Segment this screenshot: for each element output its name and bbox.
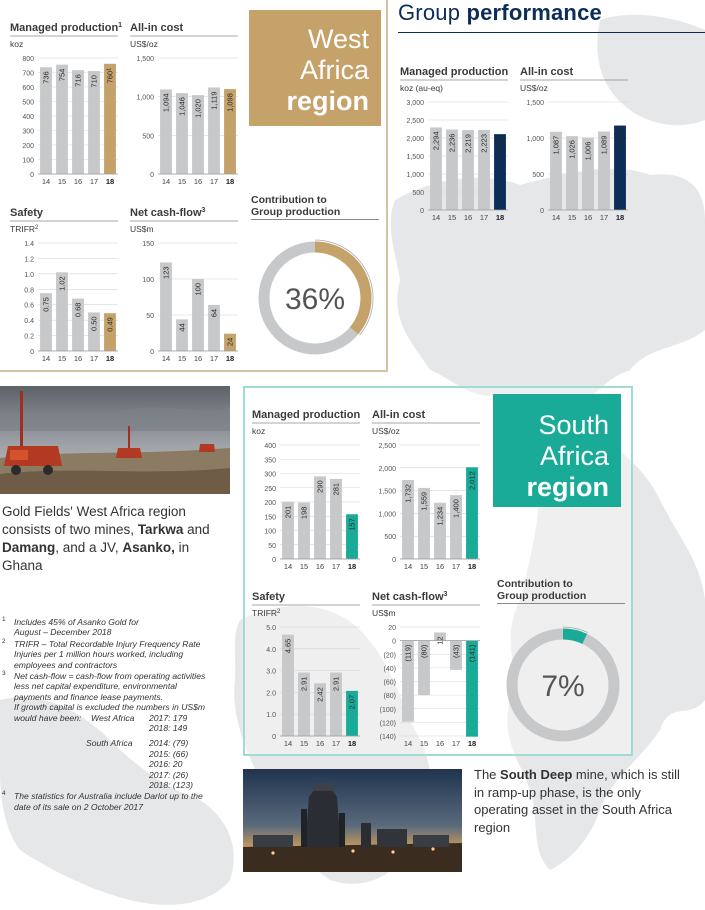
data-label: 1,089 <box>599 135 609 155</box>
x-tick-label: 18 <box>225 354 235 363</box>
chart-title: All-in cost <box>130 22 184 34</box>
donut-value: 7% <box>541 670 585 703</box>
data-label: 2,294 <box>431 131 441 151</box>
west-desc-and: and <box>187 522 210 537</box>
y-tick-label: 2,000 <box>378 465 396 473</box>
y-tick-label: 350 <box>264 457 276 465</box>
y-tick-label: (100) <box>379 706 396 714</box>
y-tick-label: 5.0 <box>266 625 276 632</box>
y-tick-label: 400 <box>22 114 34 121</box>
y-tick-label: 500 <box>412 190 424 197</box>
page-title-rule <box>398 32 705 33</box>
data-label: 44 <box>177 323 187 332</box>
y-tick-label: (80) <box>383 693 396 701</box>
y-tick-label: 3,000 <box>406 100 424 107</box>
y-tick-label: 1,500 <box>136 56 154 63</box>
x-tick-label: 16 <box>315 562 325 571</box>
data-label: 1,087 <box>551 135 561 155</box>
west-desc-mid: , and a JV, <box>55 540 119 555</box>
data-label: 100 <box>193 283 203 296</box>
footnote-line: date of its sale on 2 October 2017 <box>14 801 143 812</box>
y-tick-label: 1,500 <box>378 488 396 496</box>
data-label: 1,098 <box>225 93 235 112</box>
x-tick-label: 17 <box>451 739 461 748</box>
west-region-bold: region <box>286 86 369 116</box>
x-tick-label: 15 <box>567 213 577 222</box>
y-tick-label: 2,500 <box>378 443 396 450</box>
chart-unit: US$/oz <box>372 426 400 436</box>
y-tick-label: 0 <box>150 172 154 179</box>
y-tick-label: 1.0 <box>24 271 34 279</box>
footnote-line: If growth capital is excluded the numbers in US$m <box>14 702 206 713</box>
x-tick-label: 14 <box>403 739 413 748</box>
chart-title: Managed production <box>400 66 509 78</box>
west-desc-mine-damang: Damang <box>2 540 56 555</box>
page-title-light: Group <box>398 0 461 25</box>
y-tick-label: (140) <box>379 734 396 741</box>
south-contribution-title-line1: Contribution to <box>497 578 573 590</box>
data-label: 0.50 <box>89 316 99 332</box>
data-label: 1,094 <box>161 93 171 113</box>
south-production-chart <box>250 405 362 573</box>
data-label: 1,732 <box>403 484 413 503</box>
west-region-line1: West <box>307 24 369 54</box>
footnote-line: Net cash-flow = cash-flow from operating activities <box>14 671 206 682</box>
footnote-line: employees and contractors <box>14 659 118 670</box>
chart-title: Net cash-flow$^3$ <box>372 591 448 603</box>
data-label: 1,020 <box>193 99 203 118</box>
data-label: 2,219 <box>463 134 473 153</box>
west-contribution-rule <box>251 219 379 220</box>
x-tick-label: 14 <box>551 213 561 222</box>
data-label: $760^1$ <box>105 67 115 84</box>
south-desc-post: mine, which is still in ramp-up phase, is the only operating asset in the South Africa region <box>474 767 680 835</box>
data-label: 198 <box>299 506 309 520</box>
footnote-table-row <box>14 738 252 748</box>
x-tick-label: 16 <box>73 354 83 363</box>
x-tick-label: 15 <box>299 562 309 571</box>
data-label: 201 <box>283 505 293 519</box>
x-tick-label: 15 <box>419 739 429 748</box>
chart-unit: US$m <box>372 608 396 618</box>
y-tick-label: 1,000 <box>136 94 154 102</box>
chart-unit: TRIFR$^2$ <box>252 608 281 618</box>
y-tick-label: 1.0 <box>266 712 276 720</box>
x-tick-label: 17 <box>331 739 341 748</box>
footnote-entry: 2017: 179 <box>149 712 188 723</box>
y-tick-label: 1,000 <box>378 511 396 519</box>
footnote-entry: 2016: 20 <box>149 759 183 770</box>
y-tick-label: 1.2 <box>24 256 34 264</box>
west-desc-mine-tarkwa: Tarkwa <box>137 522 184 537</box>
data-label: 716 <box>73 74 83 87</box>
footnote-line: payments and finance lease payments. <box>14 691 164 702</box>
west-contribution-title-line2: Group production <box>251 206 341 218</box>
data-label: 754 <box>57 68 67 82</box>
y-tick-label: 0 <box>30 349 34 356</box>
y-tick-label: 500 <box>22 99 34 107</box>
y-tick-label: 0 <box>272 734 276 741</box>
west-desc-jv-asanko: Asanko, <box>122 540 175 555</box>
x-tick-label: 16 <box>193 354 203 363</box>
y-tick-label: (60) <box>383 679 396 687</box>
donut-value: 36% <box>284 283 346 316</box>
footnote-4 <box>2 791 252 812</box>
y-tick-label: 0.8 <box>24 287 34 295</box>
x-tick-label: 14 <box>41 177 51 186</box>
x-tick-label: 18 <box>105 354 115 363</box>
x-tick-label: 18 <box>105 177 115 186</box>
footnote-entry: 2018: (123) <box>149 780 193 790</box>
y-tick-label: 500 <box>142 133 154 141</box>
south-region-bold: region <box>526 472 609 502</box>
footnote-region-south: South Africa <box>86 738 133 749</box>
data-label: 1,026 <box>567 140 577 159</box>
west-africa-region-box <box>249 10 381 126</box>
data-label: 736 <box>41 71 51 84</box>
footnote-line: Injuries per 1 million hours worked, including <box>14 649 184 660</box>
data-label: 2,012 <box>467 471 477 491</box>
west-net-cash-flow-chart <box>128 203 240 365</box>
footnote-2 <box>2 639 252 670</box>
x-tick-label: 16 <box>463 213 473 222</box>
x-tick-label: 18 <box>495 213 505 222</box>
y-tick-label: (40) <box>383 665 396 673</box>
x-tick-label: 17 <box>331 562 341 571</box>
x-tick-label: 14 <box>41 354 51 363</box>
footnote-table-row <box>14 749 252 759</box>
chart-unit: koz <box>252 426 266 436</box>
west-africa-mine-photo <box>0 386 230 494</box>
y-tick-label: 150 <box>142 241 154 248</box>
x-tick-label: 17 <box>479 213 489 222</box>
x-tick-label: 18 <box>615 213 625 222</box>
data-label: 0.49 <box>105 317 115 332</box>
x-tick-label: 15 <box>177 354 187 363</box>
chart-title-sup: 3 <box>201 207 206 214</box>
data-label: 4.65 <box>283 638 293 654</box>
data-label: 2,236 <box>447 133 457 153</box>
y-tick-label: 0.2 <box>24 333 34 341</box>
footnote-entry: 2018: 149 <box>149 723 188 734</box>
footnote-number: 4 <box>2 790 6 798</box>
chart-unit: US$m <box>130 224 154 234</box>
south-contribution-rule <box>497 603 625 604</box>
x-tick-label: 15 <box>57 177 67 186</box>
y-tick-label: 1,000 <box>526 136 544 143</box>
footnote-region-west: West Africa <box>91 712 135 723</box>
x-tick-label: 14 <box>431 213 441 222</box>
chart-unit: koz (au-eq) <box>400 83 443 93</box>
x-tick-label: 17 <box>209 177 219 186</box>
south-contribution-title <box>497 578 586 602</box>
south-region-line1: South <box>538 410 609 440</box>
data-label: (119) <box>403 644 413 662</box>
footnote-table-row <box>14 759 252 769</box>
footnote-line: The statistics for Australia include Darlot up to the <box>14 791 203 802</box>
footnote-table-row <box>14 713 252 723</box>
data-label: 2.91 <box>331 676 341 692</box>
footnote-3 <box>2 671 252 790</box>
y-tick-label: 300 <box>264 471 276 479</box>
page-title-bold: performance <box>466 0 602 25</box>
page-title <box>398 0 602 26</box>
data-label-sup: 1 <box>106 67 113 71</box>
x-tick-label: 16 <box>435 562 445 571</box>
y-tick-label: 0 <box>420 208 424 215</box>
west-contribution-title <box>251 194 340 218</box>
x-tick-label: 16 <box>315 739 325 748</box>
footnote-1 <box>2 617 252 638</box>
y-tick-label: 100 <box>264 528 276 536</box>
data-label: 710 <box>89 75 99 88</box>
west-region-line2: Africa <box>299 55 369 85</box>
footnote-number: 1 <box>2 616 6 623</box>
data-label: 2,107 <box>495 138 505 157</box>
south-desc-pre: The <box>474 767 497 782</box>
south-all-in-cost-chart <box>370 405 482 573</box>
y-tick-label: 1,500 <box>406 154 424 161</box>
y-tick-label: 300 <box>22 128 34 136</box>
footnote-number: 2 <box>2 637 6 645</box>
data-label: 2.42 <box>315 687 325 702</box>
y-tick-label: 700 <box>22 70 34 78</box>
data-label: 1,400 <box>451 499 461 518</box>
chart-title: Managed production$^1$ <box>10 22 123 34</box>
y-tick-label: 0 <box>30 172 34 179</box>
west-all-in-cost-chart <box>128 18 240 188</box>
west-contribution-donut <box>250 233 380 363</box>
data-label: (43) <box>451 644 461 658</box>
footnote-entry: 2014: (79) <box>149 738 189 749</box>
west-safety-chart <box>8 203 120 365</box>
data-label: 1,046 <box>177 97 187 116</box>
y-tick-label: (20) <box>383 652 396 660</box>
data-label: 1,173 <box>615 129 625 149</box>
y-tick-label: 100 <box>22 157 34 165</box>
data-label: 1,119 <box>209 91 219 110</box>
footnotes <box>2 617 252 812</box>
y-tick-label: 800 <box>22 56 34 63</box>
group-all-in-cost-chart <box>518 62 630 224</box>
x-tick-label: 17 <box>209 354 219 363</box>
data-label: 1,559 <box>419 491 429 511</box>
x-tick-label: 14 <box>283 562 293 571</box>
y-tick-label: 0 <box>392 557 396 564</box>
x-tick-label: 15 <box>447 213 457 222</box>
y-tick-label: 0 <box>540 208 544 215</box>
data-label: 2.91 <box>299 676 309 692</box>
footnote-line: less net capital expenditure, environmental <box>14 681 177 692</box>
y-tick-label: 250 <box>264 485 276 493</box>
west-desc-post: in Ghana <box>2 540 190 573</box>
y-tick-label: 150 <box>264 514 276 522</box>
x-tick-label: 17 <box>451 562 461 571</box>
y-tick-label: 600 <box>22 85 34 92</box>
data-label: (141) <box>467 644 477 663</box>
footnote-line: TRIFR – Total Recordable Injury Frequency Rate <box>14 638 201 649</box>
footnote-table-row <box>14 770 252 780</box>
south-africa-region-box <box>493 394 621 507</box>
x-tick-label: 14 <box>403 562 413 571</box>
y-tick-label: 100 <box>142 277 154 284</box>
y-tick-label: 500 <box>384 534 396 542</box>
south-africa-description <box>474 766 684 836</box>
footnote-line: August – December 2018 <box>14 627 112 638</box>
y-tick-label: 1.4 <box>24 241 34 248</box>
x-tick-label: 18 <box>347 562 357 571</box>
chart-unit-sup: 2 <box>277 609 281 615</box>
data-label: 290 <box>315 480 325 493</box>
x-tick-label: 18 <box>225 177 235 186</box>
chart-title: Safety <box>252 591 286 603</box>
y-tick-label: 0 <box>272 557 276 564</box>
footnote-entry: 2015: (66) <box>149 748 189 759</box>
y-tick-label: 50 <box>268 542 276 550</box>
footnote-line: would have been: <box>14 712 82 723</box>
x-tick-label: 15 <box>419 562 429 571</box>
x-tick-label: 16 <box>583 213 593 222</box>
data-label: 12 <box>435 636 445 645</box>
footnote-line: Includes 45% of Asanko Gold for <box>14 617 139 627</box>
x-tick-label: 16 <box>435 739 445 748</box>
west-production-chart <box>8 18 123 188</box>
group-production-chart <box>398 62 510 224</box>
south-net-cash-flow-chart <box>370 587 482 750</box>
south-contribution-title-line2: Group production <box>497 590 587 602</box>
footnote-table-row <box>14 780 252 790</box>
chart-unit: US$/oz <box>130 39 158 49</box>
west-desc-pre: Gold Fields' West Africa region consists of two mines, <box>2 504 186 537</box>
data-label: 2,223 <box>479 133 489 153</box>
y-tick-label: 0.6 <box>24 302 34 310</box>
y-tick-label: 2.0 <box>266 690 276 698</box>
x-tick-label: 15 <box>299 739 309 748</box>
footnote-number: 3 <box>2 670 6 678</box>
footnote-entry: 2017: (26) <box>149 769 189 780</box>
chart-title: Safety <box>10 207 44 219</box>
south-deep-mine-photo <box>243 769 462 872</box>
south-region-line2: Africa <box>539 441 609 471</box>
chart-unit: TRIFR$^2$ <box>10 224 39 234</box>
chart-title: Net cash-flow$^3$ <box>130 207 206 219</box>
south-desc-mine: South Deep <box>500 767 573 782</box>
x-tick-label: 16 <box>193 177 203 186</box>
y-tick-label: 200 <box>264 500 276 507</box>
data-label: 123 <box>161 266 171 279</box>
data-label: 157 <box>347 518 357 531</box>
chart-unit: US$/oz <box>520 83 548 93</box>
y-tick-label: 1,500 <box>526 100 544 107</box>
x-tick-label: 18 <box>467 562 477 571</box>
data-label: 2.07 <box>347 694 357 710</box>
south-contribution-donut <box>498 620 628 750</box>
y-tick-label: (120) <box>379 720 396 728</box>
y-tick-label: 400 <box>264 443 276 450</box>
chart-title: All-in cost <box>372 409 426 421</box>
chart-unit: koz <box>10 39 24 49</box>
data-label: 0.75 <box>41 297 51 312</box>
data-label: 1,006 <box>583 141 593 161</box>
west-africa-description <box>2 503 232 575</box>
y-tick-label: 50 <box>146 313 154 320</box>
y-tick-label: 500 <box>532 172 544 179</box>
data-label: 24 <box>225 337 235 347</box>
x-tick-label: 14 <box>161 177 171 186</box>
chart-title: Managed production <box>252 409 361 421</box>
data-label: 64 <box>209 308 219 318</box>
x-tick-label: 14 <box>161 354 171 363</box>
x-tick-label: 15 <box>177 177 187 186</box>
data-label: 1,234 <box>435 506 445 526</box>
y-tick-label: 200 <box>22 143 34 150</box>
x-tick-label: 17 <box>89 354 99 363</box>
chart-title-sup: 1 <box>118 22 123 29</box>
x-tick-label: 17 <box>599 213 609 222</box>
y-tick-label: 0.4 <box>24 318 34 326</box>
data-label: 1.02 <box>57 276 67 291</box>
y-tick-label: 0 <box>150 349 154 356</box>
x-tick-label: 15 <box>57 354 67 363</box>
footnote-table-row <box>14 723 252 733</box>
x-tick-label: 17 <box>89 177 99 186</box>
x-tick-label: 18 <box>347 739 357 748</box>
data-label: 281 <box>331 482 341 496</box>
south-safety-chart <box>250 587 362 750</box>
chart-unit-sup: 2 <box>35 225 39 231</box>
y-tick-label: 4.0 <box>266 646 276 654</box>
chart-title-sup: 3 <box>443 591 448 598</box>
x-tick-label: 16 <box>73 177 83 186</box>
chart-title: All-in cost <box>520 66 574 78</box>
y-tick-label: 3.0 <box>266 668 276 676</box>
x-tick-label: 18 <box>467 739 477 748</box>
y-tick-label: 1,000 <box>406 172 424 179</box>
data-label: 0.68 <box>73 302 83 318</box>
y-tick-label: 20 <box>388 625 396 632</box>
y-tick-label: 2,500 <box>406 118 424 125</box>
y-tick-label: 2,000 <box>406 136 424 143</box>
y-tick-label: 0 <box>392 638 396 646</box>
west-contribution-title-line1: Contribution to <box>251 194 327 206</box>
x-tick-label: 14 <box>283 739 293 748</box>
data-label: (80) <box>419 644 429 658</box>
